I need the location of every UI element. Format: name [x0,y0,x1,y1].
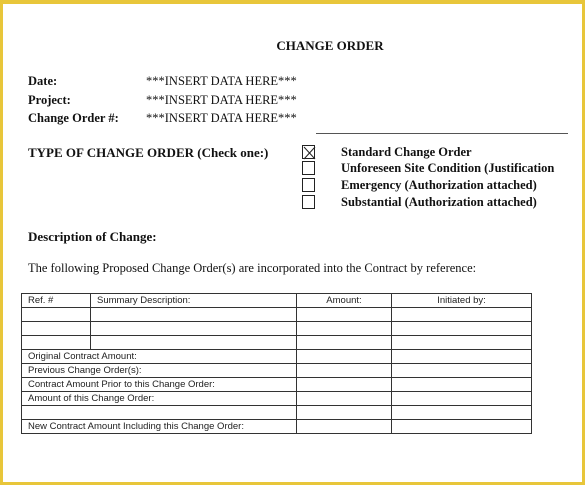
table-cell[interactable] [392,364,532,378]
change-order-number-value[interactable]: ***INSERT DATA HERE*** [146,111,297,125]
table-cell[interactable] [297,364,392,378]
description-heading: Description of Change: [28,229,157,244]
summary-label: New Contract Amount Including this Change Order: [22,420,297,434]
table-cell[interactable] [392,336,532,350]
checkmark-x-icon [303,146,316,160]
type-of-change-heading: TYPE OF CHANGE ORDER (Check one:) [28,145,269,160]
summary-row-this [22,392,532,406]
table-row [22,308,532,322]
table-cell[interactable] [22,336,91,350]
table-row [22,322,532,336]
change-order-table [21,293,532,434]
table-cell[interactable] [297,308,392,322]
table-header-row [22,294,532,308]
divider-line [316,133,568,134]
table-cell[interactable] [91,308,297,322]
summary-label: Previous Change Order(s): [22,364,297,378]
summary-label: Amount of this Change Order: [22,392,297,406]
table-row [22,336,532,350]
table-cell[interactable] [297,336,392,350]
summary-row-original [22,350,532,364]
summary-row-prior [22,378,532,392]
checkbox-standard[interactable] [302,145,315,159]
header-ref: Ref. # [22,294,91,308]
table-cell[interactable] [392,378,532,392]
option-substantial-label: Substantial (Authorization attached) [341,195,537,209]
header-amount: Amount: [297,294,392,308]
option-emergency-label: Emergency (Authorization attached) [341,178,537,192]
table-cell[interactable] [392,420,532,434]
table-cell[interactable] [297,350,392,364]
table-cell[interactable] [392,392,532,406]
document-title: CHANGE ORDER [276,38,384,53]
summary-row-new [22,420,532,434]
table-cell[interactable] [392,322,532,336]
table-cell[interactable] [297,420,392,434]
date-label: Date: [28,74,58,88]
project-value[interactable]: ***INSERT DATA HERE*** [146,93,297,107]
option-standard-label: Standard Change Order [341,145,472,159]
intro-text: The following Proposed Change Order(s) are incorporated into the Contract by reference: [28,261,477,275]
date-value[interactable]: ***INSERT DATA HERE*** [146,74,297,88]
summary-label: Contract Amount Prior to this Change Order: [22,378,297,392]
table-cell[interactable] [297,378,392,392]
option-unforeseen-label: Unforeseen Site Condition (Justification [341,161,555,175]
table-cell[interactable] [297,322,392,336]
table-cell[interactable] [297,392,392,406]
change-order-number-label: Change Order #: [28,111,119,125]
summary-row-previous [22,364,532,378]
summary-label [22,406,297,420]
table-cell[interactable] [392,350,532,364]
project-label: Project: [28,93,71,107]
table-cell[interactable] [91,322,297,336]
header-initiated: Initiated by: [392,294,532,308]
table-cell[interactable] [22,322,91,336]
table-cell[interactable] [91,336,297,350]
checkbox-emergency[interactable] [302,178,315,192]
summary-row-blank [22,406,532,420]
table-cell[interactable] [297,406,392,420]
table-cell[interactable] [392,406,532,420]
summary-label: Original Contract Amount: [22,350,297,364]
table-cell[interactable] [392,308,532,322]
header-summary: Summary Description: [91,294,297,308]
table-cell[interactable] [22,308,91,322]
checkbox-substantial[interactable] [302,195,315,209]
checkbox-unforeseen[interactable] [302,161,315,175]
